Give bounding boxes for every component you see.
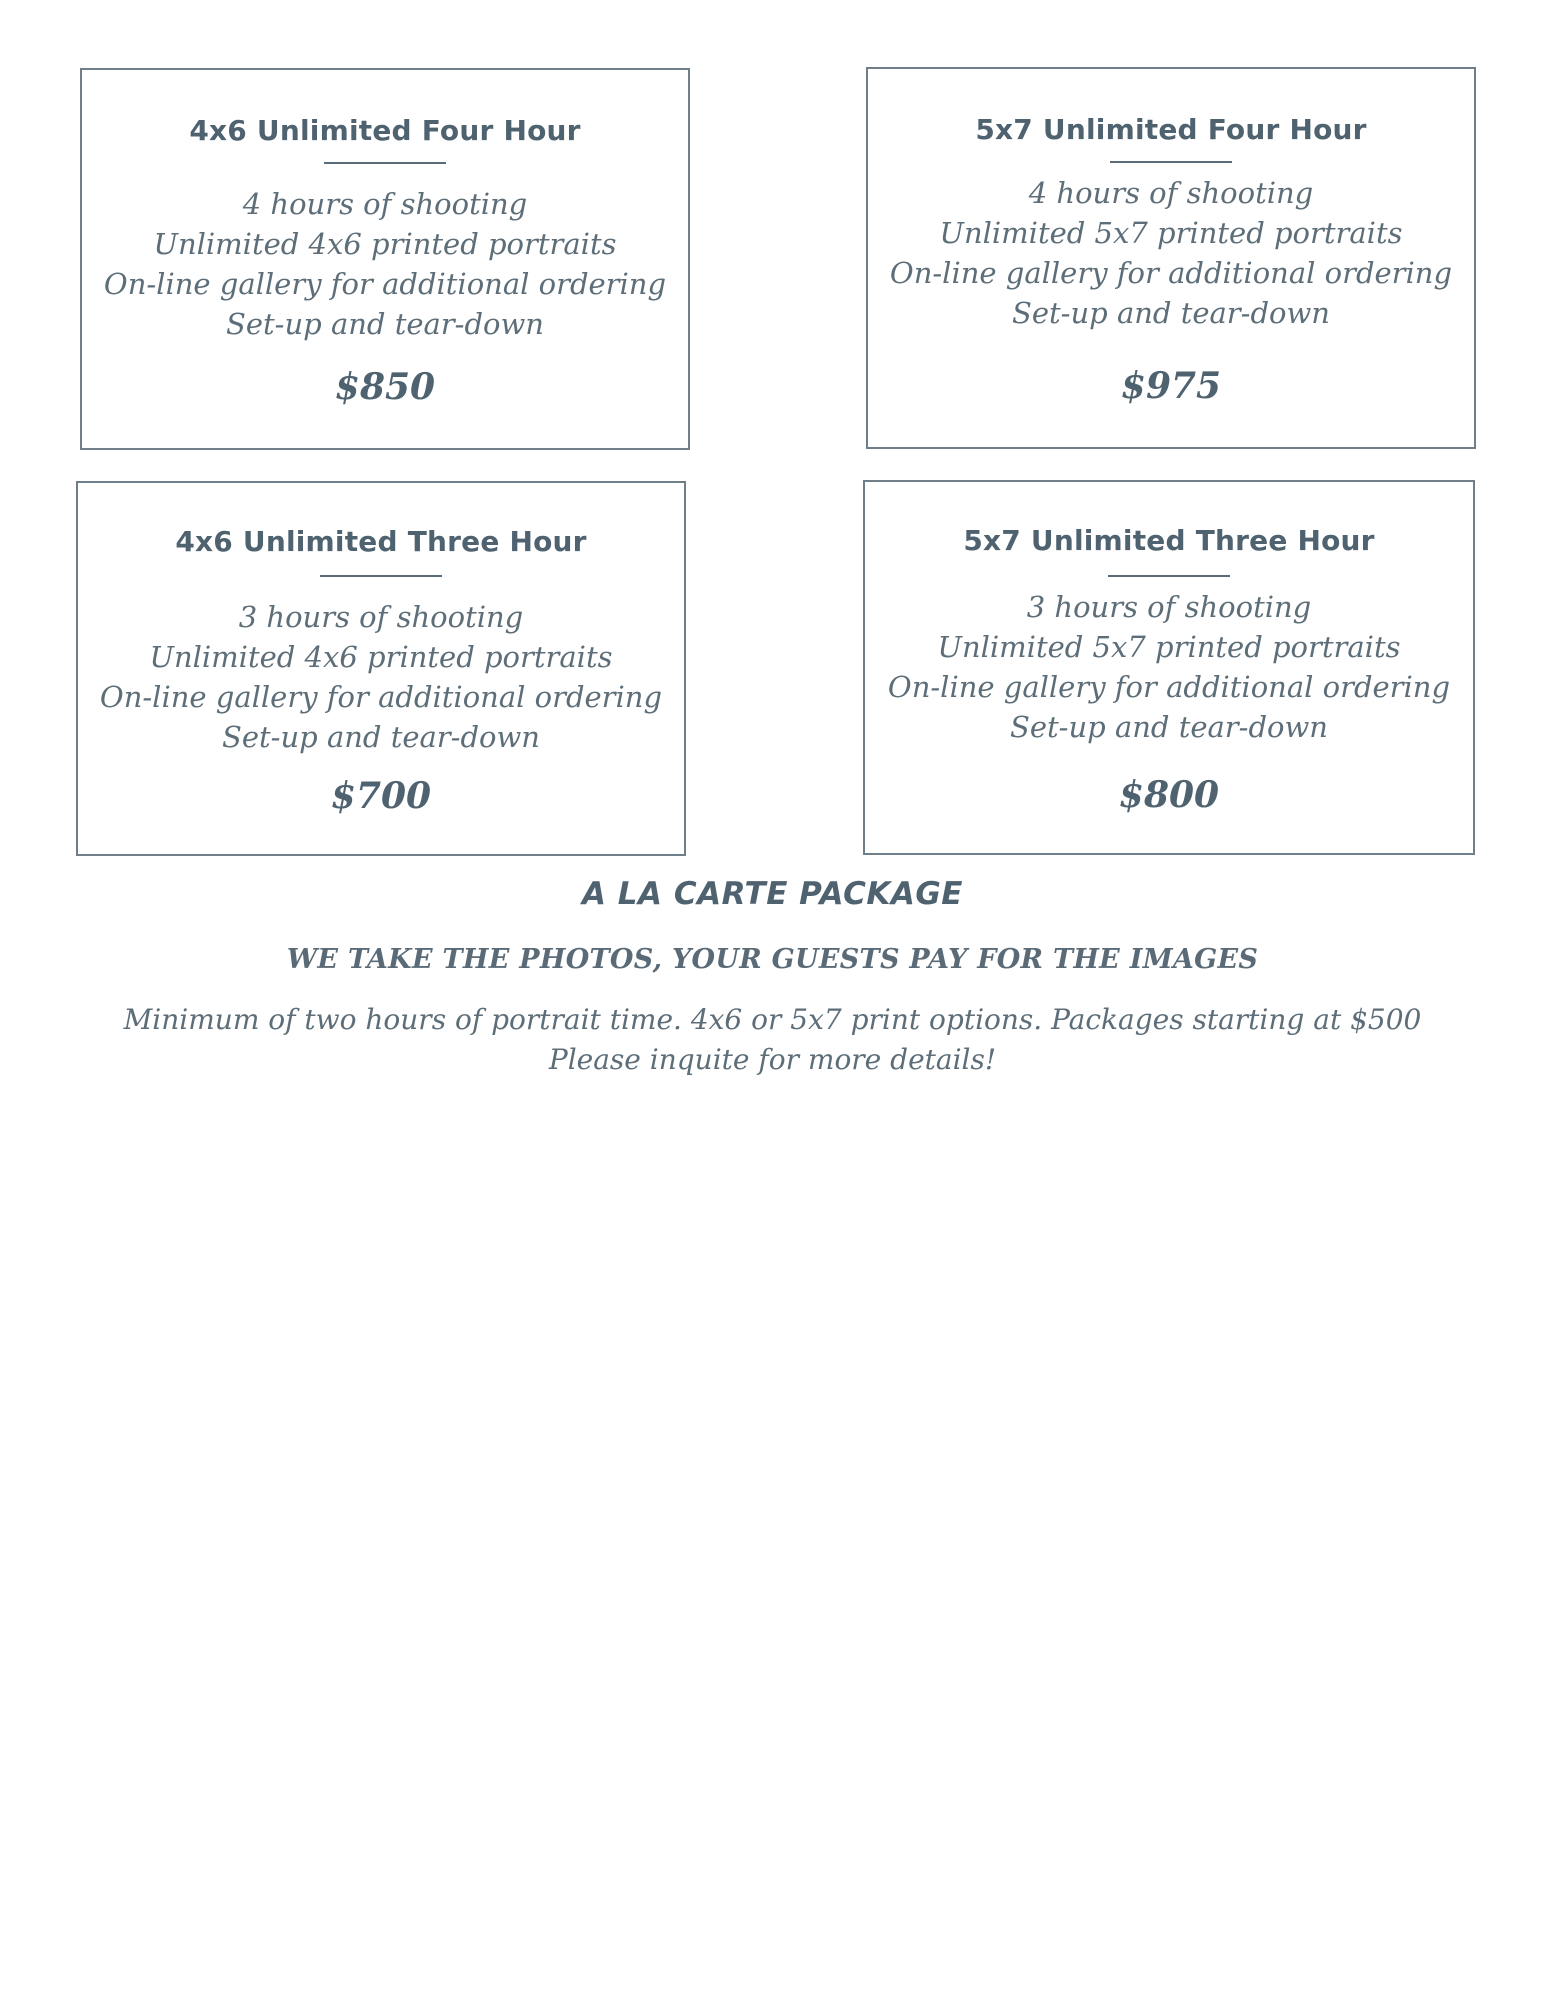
package-price: $700 xyxy=(330,775,432,817)
feature-item: 4 hours of shooting xyxy=(1028,176,1314,210)
title-divider xyxy=(324,162,446,164)
feature-item: Unlimited 4x6 printed portraits xyxy=(149,640,613,674)
feature-item: 4 hours of shooting xyxy=(242,187,528,221)
a-la-carte-title: A LA CARTE PACKAGE xyxy=(582,876,963,912)
feature-item: On-line gallery for additional ordering xyxy=(99,680,663,714)
feature-list xyxy=(868,173,1474,333)
package-title: 5x7 Unlimited Three Hour xyxy=(963,524,1375,557)
feature-list xyxy=(865,587,1473,747)
package-card-5x7-three-hour xyxy=(863,480,1475,855)
description-line: Minimum of two hours of portrait time. 4x6 or 5x7 print options. Packages starting at $500 xyxy=(123,1003,1422,1036)
feature-item: Set-up and tear-down xyxy=(1012,296,1330,330)
feature-list xyxy=(78,597,684,757)
feature-item: Set-up and tear-down xyxy=(1010,710,1328,744)
a-la-carte-description xyxy=(0,1000,1545,1080)
feature-item: 3 hours of shooting xyxy=(1026,590,1312,624)
package-card-4x6-four-hour xyxy=(80,68,690,450)
feature-item: Set-up and tear-down xyxy=(226,307,544,341)
feature-item: On-line gallery for additional ordering xyxy=(887,670,1451,704)
package-title: 4x6 Unlimited Three Hour xyxy=(175,525,587,558)
package-price: $975 xyxy=(1120,365,1222,407)
package-price: $850 xyxy=(334,366,436,408)
feature-list xyxy=(82,184,688,344)
feature-item: Unlimited 5x7 printed portraits xyxy=(937,630,1401,664)
feature-item: Unlimited 4x6 printed portraits xyxy=(153,227,617,261)
feature-item: On-line gallery for additional ordering xyxy=(889,256,1453,290)
title-divider xyxy=(1110,161,1232,163)
package-card-4x6-three-hour xyxy=(76,481,686,856)
a-la-carte-subtitle: WE TAKE THE PHOTOS, YOUR GUESTS PAY FOR THE IMAGES xyxy=(286,944,1259,975)
title-divider xyxy=(320,575,442,577)
title-divider xyxy=(1108,575,1230,577)
feature-item: 3 hours of shooting xyxy=(238,600,524,634)
package-title: 4x6 Unlimited Four Hour xyxy=(189,114,581,147)
description-line: Please inquite for more details! xyxy=(548,1043,997,1076)
package-card-5x7-four-hour xyxy=(866,67,1476,449)
feature-item: On-line gallery for additional ordering xyxy=(103,267,667,301)
feature-item: Unlimited 5x7 printed portraits xyxy=(939,216,1403,250)
feature-item: Set-up and tear-down xyxy=(222,720,540,754)
package-price: $800 xyxy=(1118,774,1220,816)
package-title: 5x7 Unlimited Four Hour xyxy=(975,113,1367,146)
